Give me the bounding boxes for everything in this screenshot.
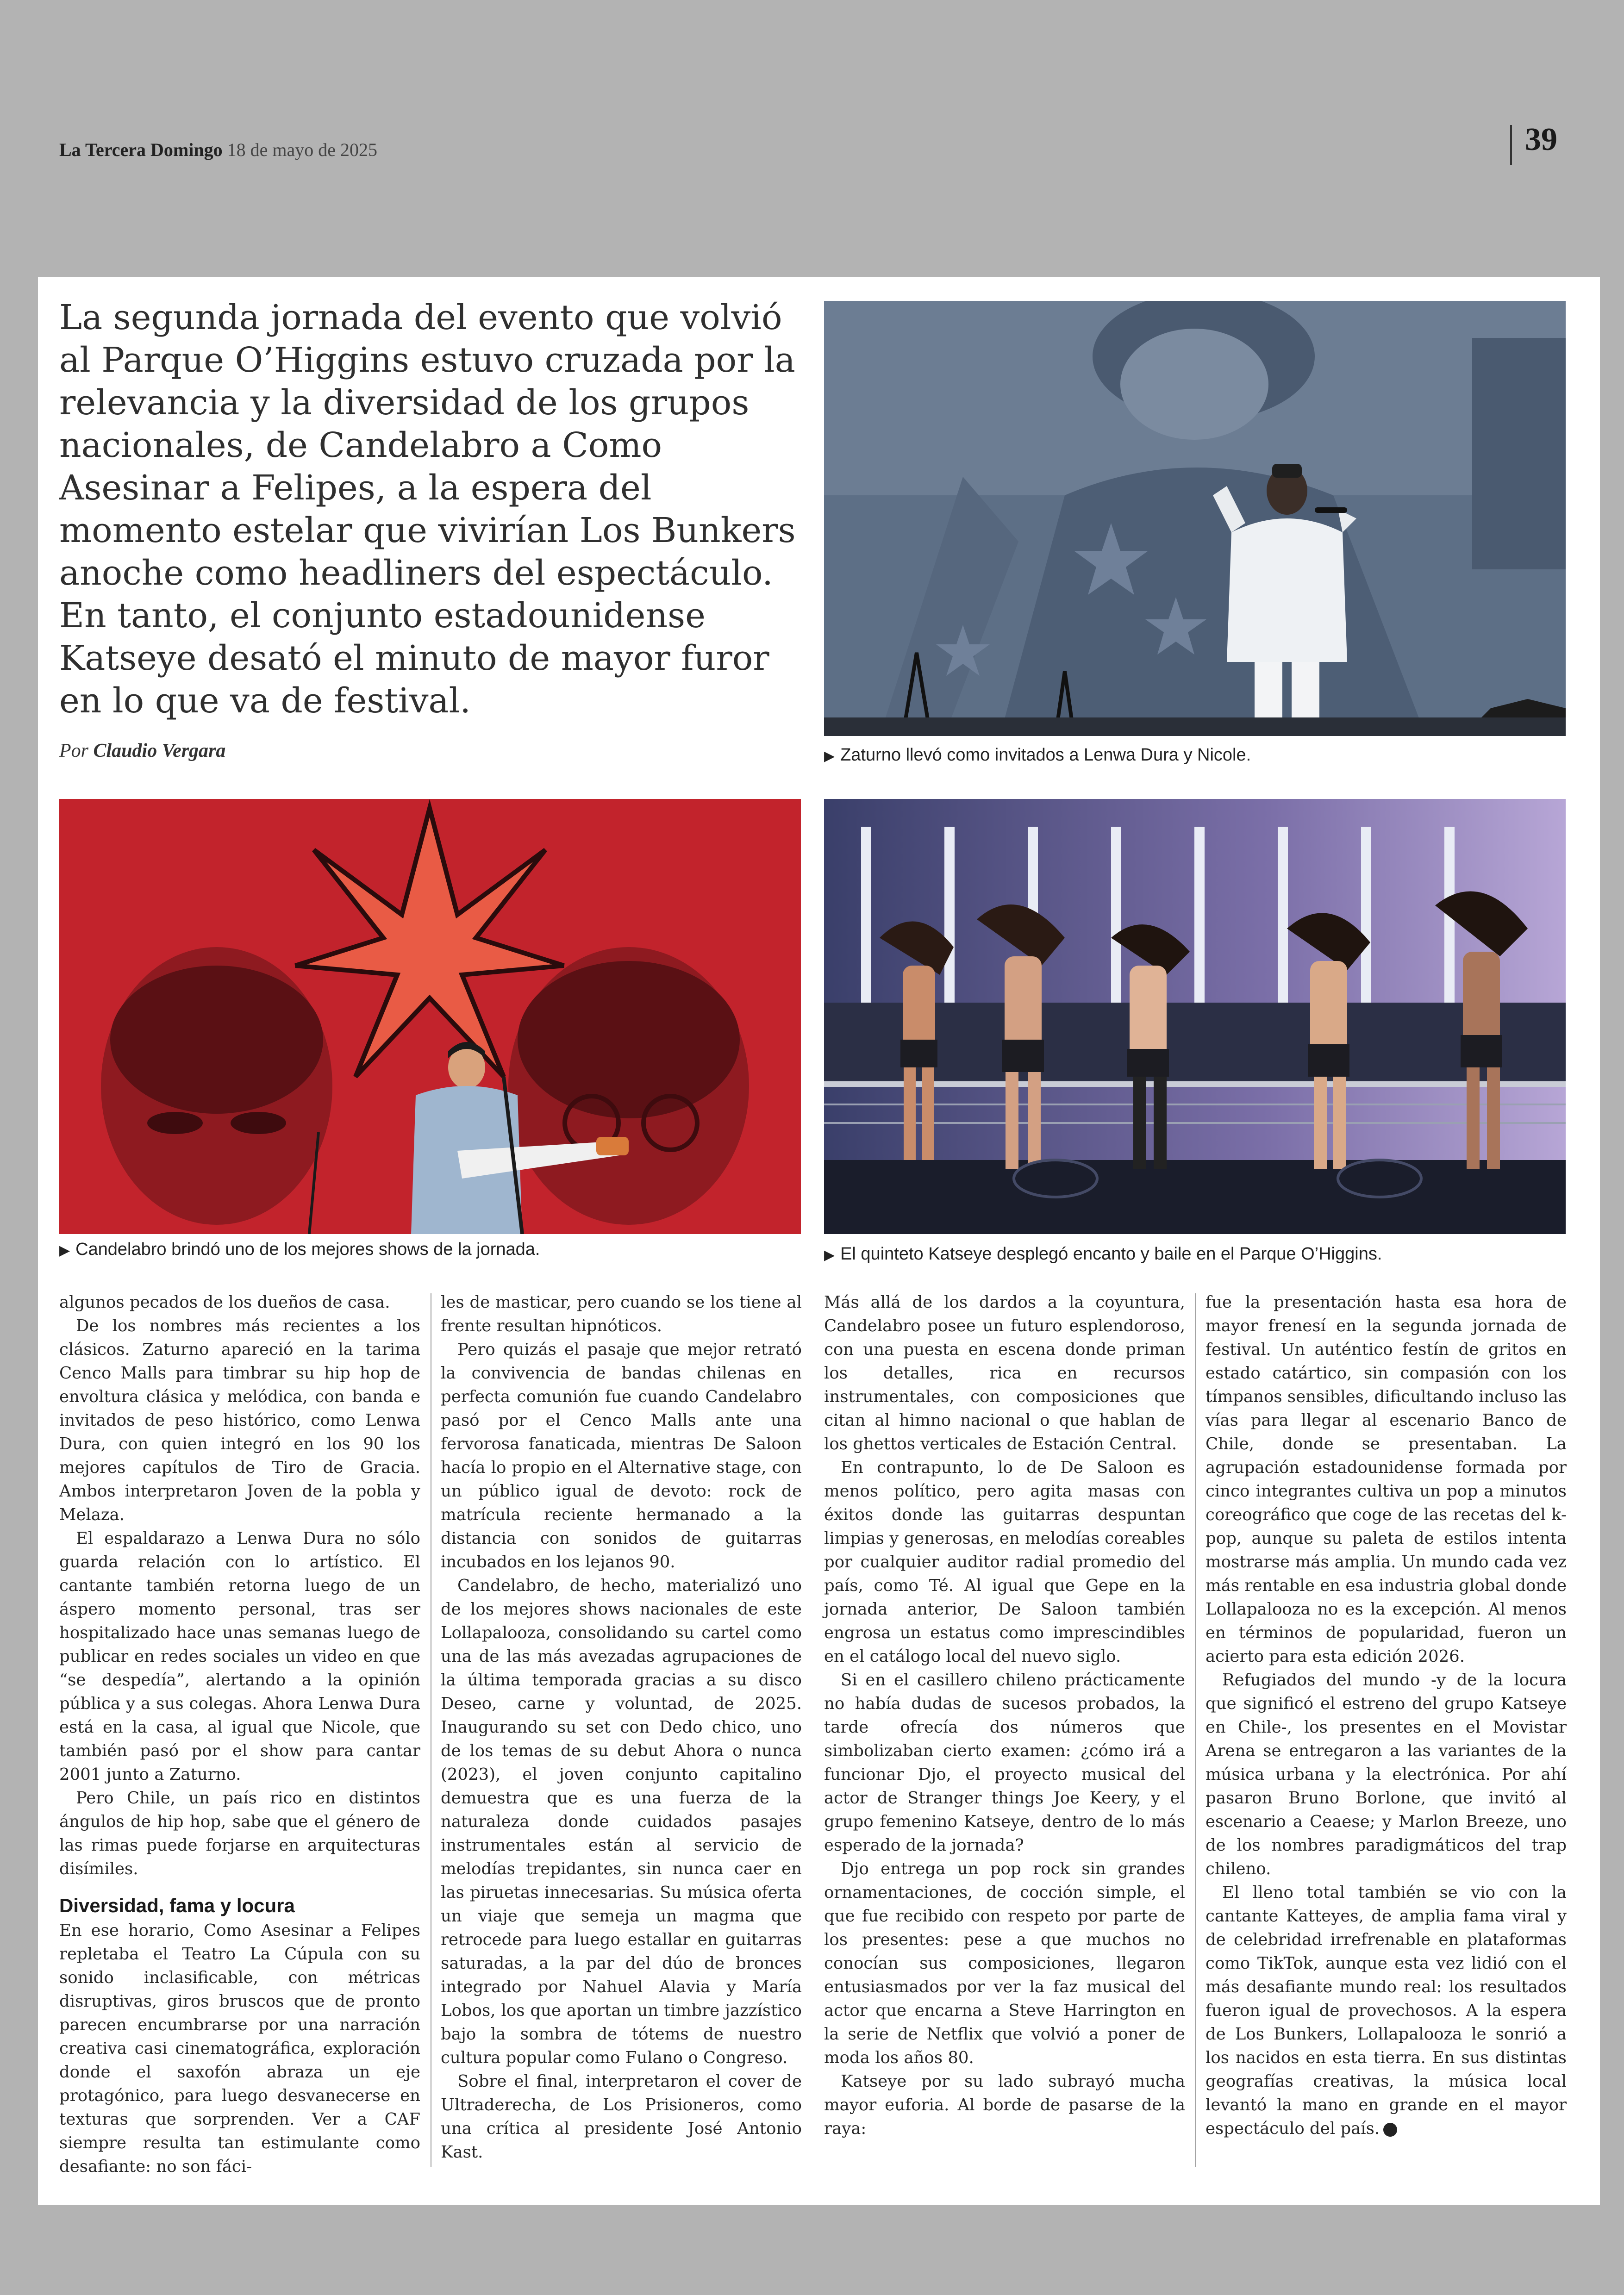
paragraph: Candelabro, de hecho, materializó uno de los mejores shows nacionales de este Lollapalooza, consolidando su cartel como una de las más avezadas agrupaciones de la última temporada gracias a su disco Deseo, carne y voluntad, de 2025. Inaugurando su set con Dedo chico, uno de los temas de su debut Ahora o nunca (2023), el joven conjunto capitalino demuestra que es una fuerza de la naturaleza donde cuidados pasajes instrumentales están al servicio de melodías trepidantes, sin nunca caer en las piruetas innecesarias. Su música oferta un viaje que semeja un magma que retrocede para luego estallar en guitarras saturadas, a la par del dúo de bronces integrado por Nahuel Alavia y María Lobos, los que aportan un timbre jazzístico bajo la sombra de tótems de nuestro cultura popular como Fulano o Congreso. [441,1576,802,2067]
byline [59,740,225,762]
caption-arrow-icon: ▶ [824,748,835,764]
photo-candelabro [59,799,801,1234]
paragraph: fue la presentación hasta esa hora de mayor frenesí en la segunda jornada de festival. Un auténtico festín de gritos en estado catártico, sin compasión con los tímpanos sensibles, dificultando incluso las vías para llegar al escenario Banco de Chile, donde se presentaban. La agrupación estadounidense formada por cinco integrantes cultiva un pop a minutos coreográfico que coge de las recetas del k-pop, aunque su paleta de estilos intenta mostrarse más amplia. Un mundo cada vez más rentable en esa industria global donde Lollapalooza no es la excepción. Al menos en términos de popularidad, fueron un acierto para esta edición 2026. [1206,1293,1567,1666]
issue-date: 18 de mayo de 2025 [227,139,377,160]
caption-arrow-icon: ▶ [59,1243,70,1258]
paragraph: Katseye por su lado subrayó mucha mayor euforia. Al borde de pasarse de la raya: [824,2072,1185,2138]
paragraph: En ese horario, Como Asesinar a Felipes repletaba el Teatro La Cúpula con su sonido inclasificable, con métricas disruptivas, giros bruscos que de pronto parecen encumbrarse por una narración creativa casi cinematográfica, exploración donde el saxofón abraza un eje protagónico, para luego desvanecerse en texturas que sorprenden. Ver a CAF siempre resulta tan estimulante como desafiante: no son fáci- [59,1921,420,2176]
caption-zaturno-text: Zaturno llevó como invitados a Lenwa Dura y Nicole. [840,745,1251,765]
byline-author: Claudio Vergara [93,740,226,761]
end-of-article-icon [1383,2123,1397,2137]
page-number: 39 [1525,122,1557,157]
caption-zaturno [824,745,1251,765]
article-lede: La segunda jornada del evento que volvió al Parque O’Higgins estuvo cruzada por la relevancia y la diversidad de los grupos nacionales, de Candelabro a Como Asesinar a Felipes, a la espera del momento estelar que vivirían Los Bunkers anoche como headliners del espectáculo. En tanto, el conjunto estadounidense Katseye desató el minuto de mayor furor en lo que va de festival. [59,298,796,721]
paragraph-text: El lleno total también se vio con la cantante Katteyes, de amplia fama viral y de celebridad irrefrenable en plataformas como TikTok, aunque esta vez lidió con el más desafiante mundo real: los resultados fueron igual de provechosos. A la espera de Los Bunkers, Lollapalooza le sonrió a los nacidos en esta tierra. En sus distintas geografías creativas, la música local levantó la mano en grande en el mayor espectáculo del país. [1206,1883,1567,2138]
caption-katseye [824,1244,1382,1264]
paragraph: El espaldarazo a Lenwa Dura no sólo guarda relación con lo artístico. El cantante también retorna luego de un áspero momento personal, tras ser hospitalizado hace unas semanas luego de publicar en redes sociales un video en que “se despedía”, alertando a la opinión pública y a sus colegas. Ahora Lenwa Dura está en la casa, al igual que Nicole, que también pasó por el show para cantar 2001 junto a Zaturno. [59,1529,420,1784]
paragraph: Djo entrega un pop rock sin grandes ornamentaciones, de cocción simple, el que fue recibido con respeto por parte de los presentes: pese a que muchos no conocían sus composiciones, llegaron entusiasmados por ver la faz musical del actor que encarna a Steve Harrington en la serie de Netflix que volvió a poner de moda los años 80. [824,1859,1185,2067]
paragraph: Pero quizás el pasaje que mejor retrató la convivencia de bandas chilenas en perfecta comunión fue cuando Candelabro pasó por el Cenco Malls ante una fervorosa fanaticada, mientras De Saloon hacía lo propio en el Alternative stage, con un público igual de devoto: rock de matrícula reciente hermanado a la distancia con sonidos de guitarras incubados en los lejanos 90. [441,1340,802,1572]
column-separator [1195,1293,1196,2167]
page-number-rule [1510,125,1512,165]
photo-katseye [824,799,1566,1234]
paragraph: Más allá de los dardos a la coyuntura, Candelabro posee un futuro esplendoroso, con una puesta en escena donde priman los detalles, rica en recursos instrumentales, con composiciones que citan al himno nacional o que hablan de los ghettos verticales de Estación Central. [824,1293,1185,1453]
paragraph: Pero Chile, un país rico en distintos ángulos de hip hop, sabe que el género de las rimas puede forjarse en arquitecturas disímiles. [59,1789,420,1878]
paragraph: les de masticar, pero cuando se los tiene al frente resultan hipnóticos. [441,1293,802,1335]
article-column-4 [1206,1291,1567,2170]
article-page [38,277,1600,2205]
paragraph: Si en el casillero chileno prácticamente no había dudas de sucesos probados, la tarde ofrecía dos números que simbolizaban cierto examen: ¿cómo irá a funcionar Djo, el proyecto musical del actor de Stranger things Joe Keery, y el grupo femenino Katseye, dentro de lo más esperado de la jornada? [824,1671,1185,1855]
paragraph: Sobre el final, interpretaron el cover de Ultraderecha, de Los Prisioneros, como una crítica al presidente José Antonio Kast. [441,2072,802,2162]
paragraph: En contrapunto, lo de De Saloon es menos político, pero agita masas con éxitos donde las guitarras despuntan limpias y generosas, en melodías coreables por cualquier auditor radial promedio del país, como Té. Al igual que Gepe en la jornada anterior, De Saloon también engrosa un estatus como imprescindibles en el catálogo local del nuevo siglo. [824,1458,1185,1666]
article-column-1 [59,1291,420,2176]
caption-candelabro-text: Candelabro brindó uno de los mejores shows de la jornada. [75,1240,540,1259]
subhead: Diversidad, fama y locura [59,1895,295,1916]
newspaper-name: La Tercera Domingo [59,139,223,160]
caption-arrow-icon: ▶ [824,1247,835,1263]
article-column-2 [441,1291,802,2170]
photo-zaturno [824,301,1566,736]
paragraph: Refugiados del mundo -y de la locura que significó el estreno del grupo Katseye en Chile-, los presentes en el Movistar Arena se entregaron a las variantes de la música urbana y la electrónica. Por ahí pasaron Bruno Borlone, que invitó al escenario a Ceaese; y Marlon Breeze, uno de los nombres paradigmáticos del trap chileno. [1206,1671,1567,1878]
paragraph: De los nombres más recientes a los clásicos. Zaturno apareció en la tarima Cenco Malls para timbrar su hip hop de envoltura clásica y melódica, con banda e invitados de peso histórico, como Lenwa Dura, con quien integró en los 90 los mejores capítulos de Tiro de Gracia. Ambos interpretaron Joven de la pobla y Melaza. [59,1316,420,1524]
masthead [59,139,377,161]
paragraph: algunos pecados de los dueños de casa. [59,1293,390,1312]
caption-katseye-text: El quinteto Katseye desplegó encanto y baile en el Parque O’Higgins. [840,1244,1382,1264]
byline-prefix: Por [59,740,88,761]
caption-candelabro [59,1240,540,1260]
paragraph [1206,1881,1567,2140]
article-column-3 [824,1291,1185,2170]
